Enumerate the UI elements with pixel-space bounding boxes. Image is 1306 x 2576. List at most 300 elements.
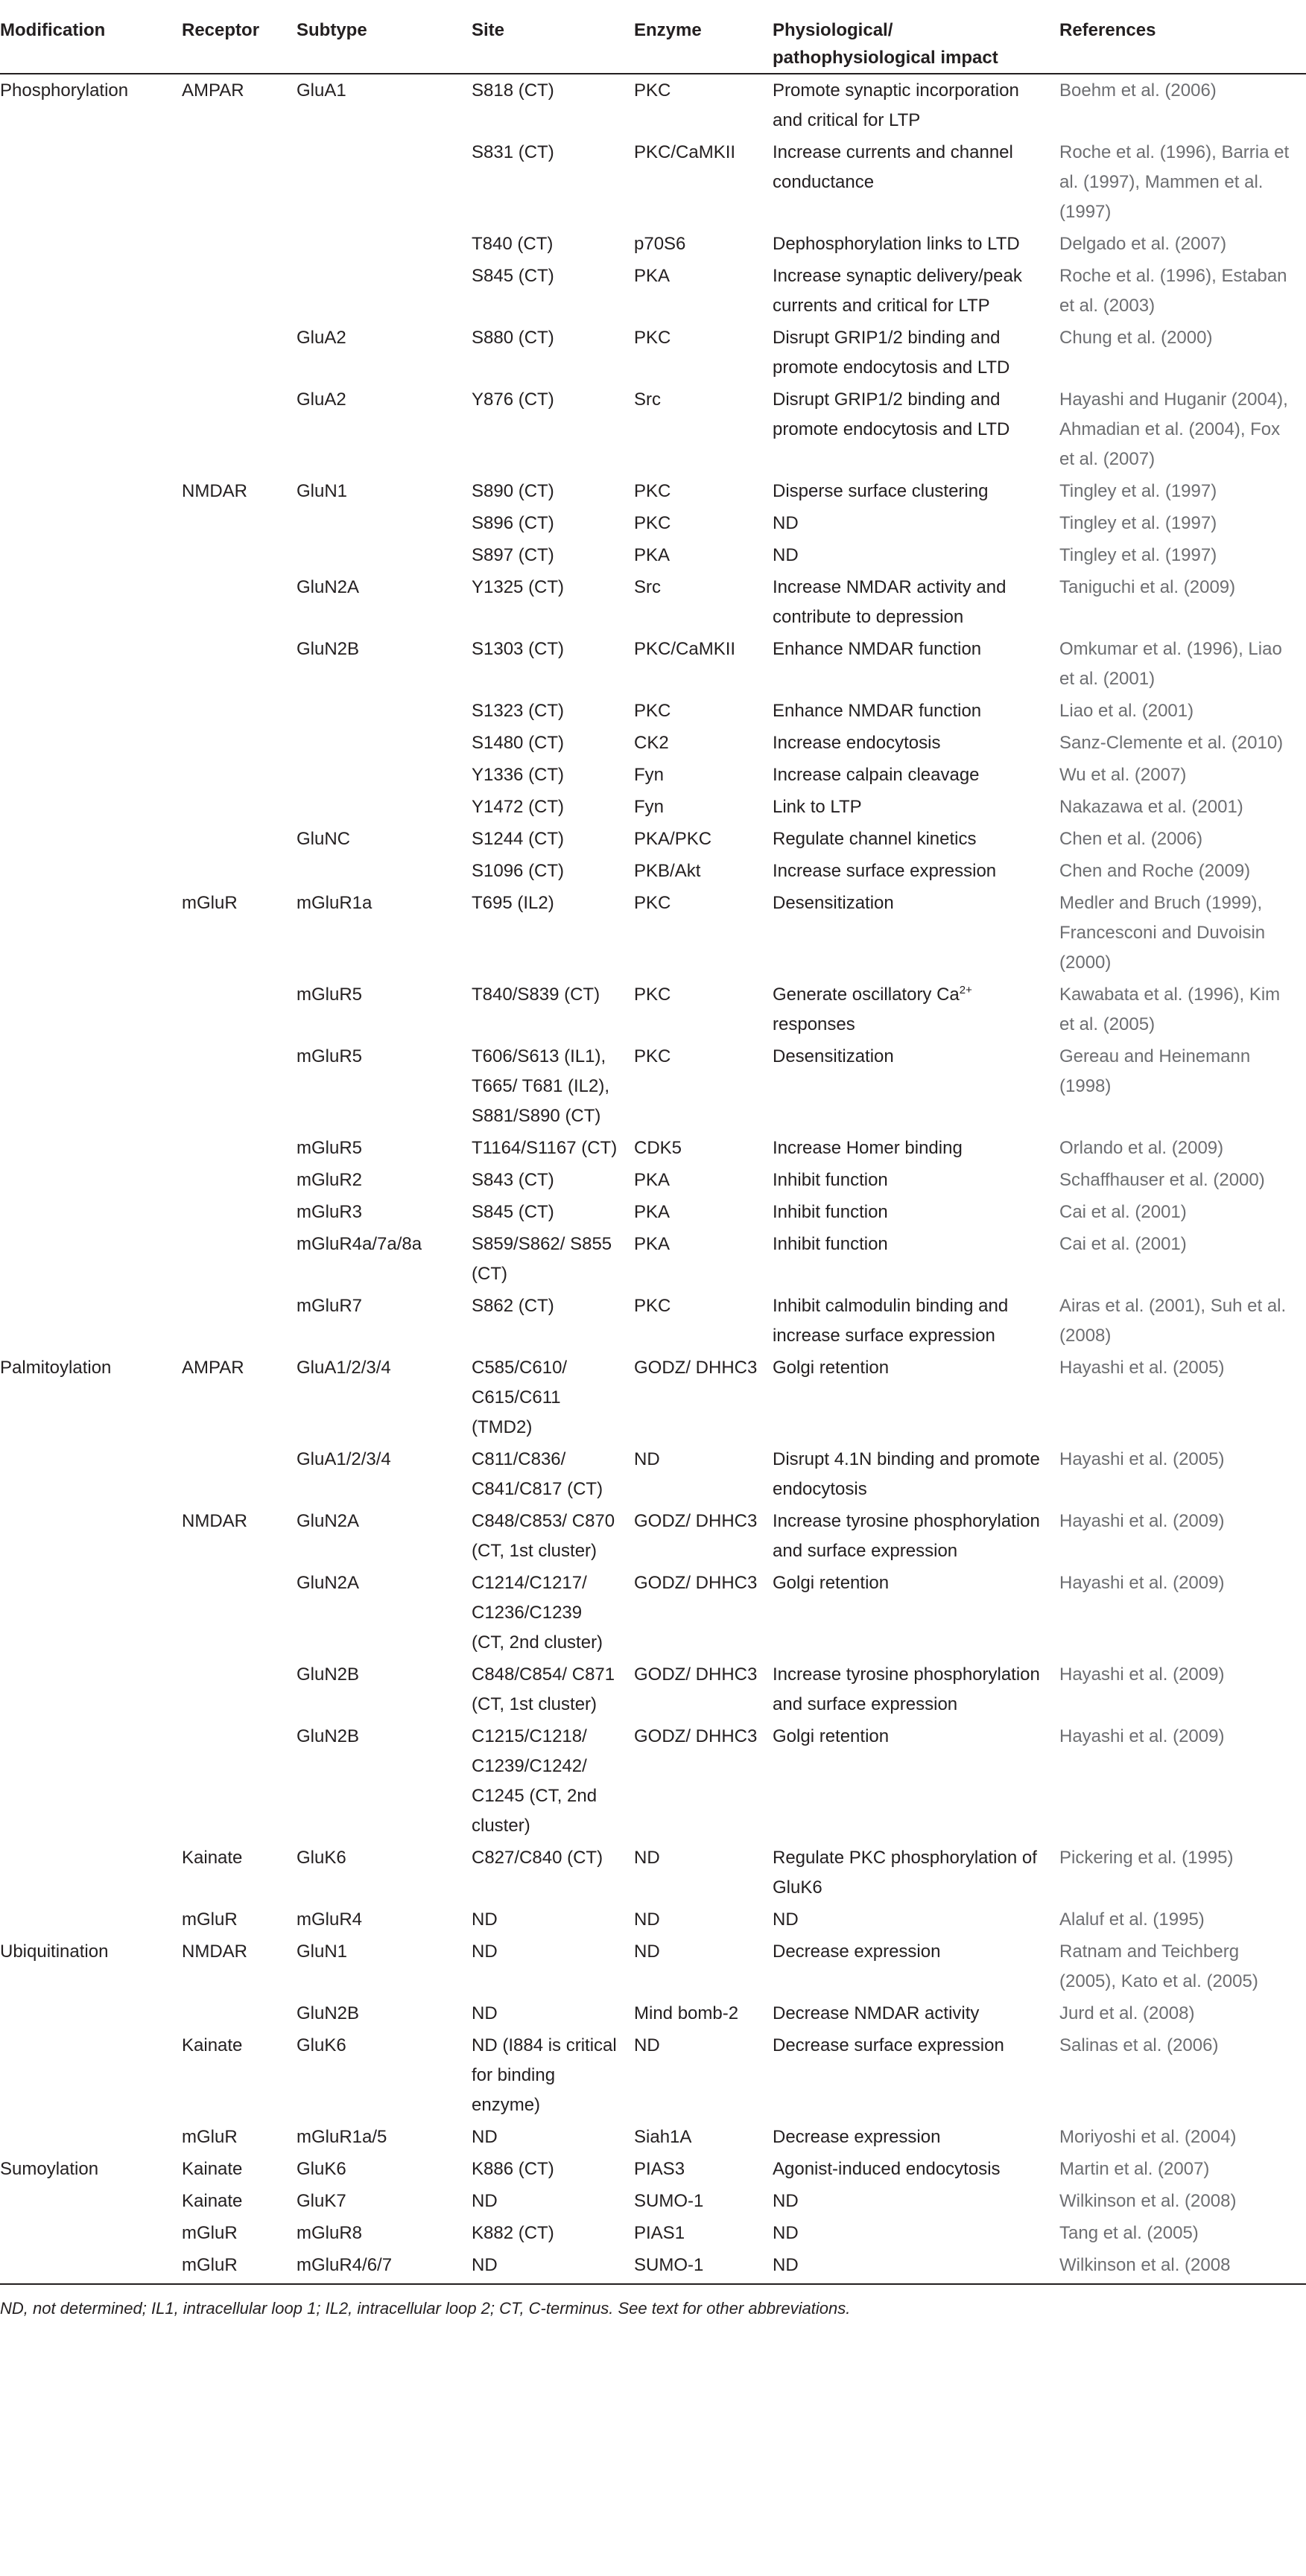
cell-reference: Delgado et al. (2007) (1059, 234, 1227, 254)
cell-modification (0, 759, 174, 791)
cell-enzyme: Src (634, 389, 661, 410)
cell-site: S843 (CT) (472, 1170, 554, 1190)
cell-site: Y1336 (CT) (472, 765, 565, 785)
cell-modification (0, 823, 174, 855)
cell-impact: Golgi retention (773, 1358, 890, 1378)
cell-enzyme: PKC (634, 893, 671, 913)
cell-enzyme: PKA (634, 545, 671, 565)
cell-modification (0, 1196, 174, 1228)
cell-receptor (174, 322, 289, 384)
cell-modification: Ubiquitination (0, 1941, 109, 1962)
cell-receptor (174, 1040, 289, 1132)
cell-receptor (174, 384, 289, 475)
cell-reference: Martin et al. (2007) (1059, 2159, 1210, 2179)
cell-enzyme: GODZ/ DHHC3 (634, 1664, 758, 1685)
table-header (0, 0, 1306, 74)
cell-impact: Enhance NMDAR function (773, 639, 982, 659)
cell-modification (0, 475, 174, 507)
cell-modification (0, 727, 174, 759)
cell-receptor: mGluR (182, 2255, 238, 2275)
cell-reference: Tingley et al. (1997) (1059, 481, 1217, 501)
cell-reference: Tang et al. (2005) (1059, 2223, 1199, 2243)
cell-reference: Pickering et al. (1995) (1059, 1848, 1234, 1868)
cell-receptor (174, 823, 289, 855)
table-row (0, 2153, 1306, 2185)
cell-modification (0, 1720, 174, 1842)
cell-receptor (174, 791, 289, 823)
cell-impact: Inhibit function (773, 1234, 888, 1254)
cell-enzyme: PKC (634, 513, 671, 533)
cell-site: K886 (CT) (472, 2159, 554, 2179)
cell-receptor (174, 1228, 289, 1290)
cell-subtype: GluN1 (297, 481, 348, 501)
cell-site: S859/S862/ S855 (CT) (472, 1234, 612, 1284)
cell-modification (0, 2217, 174, 2249)
cell-enzyme: Fyn (634, 765, 665, 785)
cell-site: T840/S839 (CT) (472, 985, 600, 1005)
cell-subtype: GluN2A (297, 1511, 360, 1531)
cell-modification (0, 2121, 174, 2153)
cell-reference: Wilkinson et al. (2008 (1059, 2255, 1231, 2275)
cell-subtype: mGluR4/6/7 (297, 2255, 393, 2275)
table-body (0, 74, 1306, 2283)
cell-site: ND (I884 is critical for binding enzyme) (472, 2035, 617, 2115)
cell-receptor (174, 1164, 289, 1196)
cell-reference: Hayashi et al. (2005) (1059, 1449, 1225, 1469)
cell-modification: Phosphorylation (0, 80, 129, 101)
cell-modification (0, 1040, 174, 1132)
cell-site: C811/C836/ C841/C817 (CT) (472, 1449, 603, 1499)
cell-subtype (289, 507, 464, 539)
cell-site: T840 (CT) (472, 234, 554, 254)
cell-enzyme: GODZ/ DHHC3 (634, 1726, 758, 1746)
cell-enzyme: ND (634, 1909, 660, 1930)
cell-site: S897 (CT) (472, 545, 554, 565)
table-row (0, 74, 1306, 136)
cell-impact: Agonist-induced endocytosis (773, 2159, 1001, 2179)
cell-subtype: GluNC (297, 829, 351, 849)
cell-enzyme: PKC (634, 1046, 671, 1066)
cell-impact: Disrupt 4.1N binding and promote endocytosis (773, 1449, 1040, 1499)
cell-enzyme: Fyn (634, 797, 665, 817)
cell-enzyme: PKA (634, 1234, 671, 1254)
cell-subtype: GluK6 (297, 1848, 346, 1868)
cell-impact: Increase calpain cleavage (773, 765, 980, 785)
table-row (0, 855, 1306, 887)
cell-subtype: mGluR7 (297, 1296, 363, 1316)
cell-reference: Hayashi et al. (2009) (1059, 1573, 1225, 1593)
cell-receptor (174, 1443, 289, 1505)
table-row (0, 228, 1306, 260)
cell-modification: Palmitoylation (0, 1358, 112, 1378)
table-row (0, 1228, 1306, 1290)
cell-receptor (174, 1290, 289, 1352)
header-receptor: Receptor (174, 0, 289, 74)
cell-enzyme: Siah1A (634, 2127, 692, 2147)
cell-impact: Disrupt GRIP1/2 binding and promote endocytosis and LTD (773, 328, 1010, 378)
cell-subtype (289, 228, 464, 260)
cell-site: C827/C840 (CT) (472, 1848, 603, 1868)
cell-subtype: GluN2B (297, 1726, 360, 1746)
table-row (0, 791, 1306, 823)
cell-site: S831 (CT) (472, 142, 554, 162)
cell-enzyme: ND (634, 1449, 660, 1469)
cell-subtype: GluK6 (297, 2159, 346, 2179)
cell-receptor (174, 539, 289, 571)
cell-impact: Increase endocytosis (773, 733, 941, 753)
cell-reference: Gereau and Heinemann (1998) (1059, 1046, 1251, 1096)
cell-subtype: GluA1 (297, 80, 346, 101)
cell-modification (0, 1567, 174, 1659)
cell-receptor (174, 1567, 289, 1659)
cell-reference: Chen and Roche (2009) (1059, 861, 1251, 881)
table-row (0, 1936, 1306, 1997)
cell-receptor: mGluR (182, 2127, 238, 2147)
cell-site: S862 (CT) (472, 1296, 554, 1316)
table-row (0, 1196, 1306, 1228)
table-row (0, 1567, 1306, 1659)
cell-receptor: AMPAR (182, 1358, 244, 1378)
cell-enzyme: ND (634, 1848, 660, 1868)
table-row (0, 260, 1306, 322)
cell-site: S1244 (CT) (472, 829, 565, 849)
cell-subtype: GluN2A (297, 577, 360, 597)
cell-enzyme: PIAS1 (634, 2223, 685, 2243)
cell-impact: Generate oscillatory $Ca^{2+}$ responses (773, 984, 972, 1034)
cell-reference: Taniguchi et al. (2009) (1059, 577, 1236, 597)
cell-impact: Increase tyrosine phosphorylation and surface expression (773, 1664, 1040, 1714)
cell-enzyme: CK2 (634, 733, 669, 753)
cell-impact: Link to LTP (773, 797, 862, 817)
cell-reference: Alaluf et al. (1995) (1059, 1909, 1205, 1930)
cell-enzyme: CDK5 (634, 1138, 682, 1158)
table-row (0, 571, 1306, 633)
cell-receptor (174, 136, 289, 228)
cell-modification: Sumoylation (0, 2159, 99, 2179)
cell-subtype (289, 260, 464, 322)
cell-subtype: mGluR4a/7a/8a (297, 1234, 422, 1254)
cell-enzyme: PKC (634, 481, 671, 501)
cell-enzyme: PKC (634, 985, 671, 1005)
cell-site: Y1472 (CT) (472, 797, 565, 817)
cell-subtype: GluN2B (297, 1664, 360, 1685)
table-row (0, 979, 1306, 1040)
header-subtype: Subtype (289, 0, 464, 74)
cell-impact: Disrupt GRIP1/2 binding and promote endocytosis and LTD (773, 389, 1010, 439)
cell-reference: Tingley et al. (1997) (1059, 513, 1217, 533)
cell-receptor (174, 759, 289, 791)
cell-enzyme: p70S6 (634, 234, 686, 254)
cell-modification (0, 1290, 174, 1352)
cell-modification (0, 136, 174, 228)
header-enzyme: Enzyme (627, 0, 765, 74)
cell-modification (0, 228, 174, 260)
cell-reference: Boehm et al. (2006) (1059, 80, 1217, 101)
cell-subtype: GluA2 (297, 328, 346, 348)
cell-receptor (174, 507, 289, 539)
cell-impact: Increase Homer binding (773, 1138, 963, 1158)
table-row (0, 727, 1306, 759)
header-impact: Physiological/ pathophysiological impact (765, 0, 1052, 74)
table-row (0, 1505, 1306, 1567)
cell-receptor (174, 979, 289, 1040)
cell-subtype: GluK7 (297, 2191, 346, 2211)
cell-impact: Desensitization (773, 893, 894, 913)
cell-site: S845 (CT) (472, 1202, 554, 1222)
cell-impact: ND (773, 2223, 799, 2243)
cell-site: C848/C853/ C870 (CT, 1st cluster) (472, 1511, 615, 1561)
header-references: References (1052, 0, 1306, 74)
cell-enzyme: GODZ/ DHHC3 (634, 1358, 758, 1378)
cell-subtype (289, 539, 464, 571)
cell-reference: Hayashi et al. (2009) (1059, 1726, 1225, 1746)
cell-impact: Inhibit function (773, 1170, 888, 1190)
cell-impact: Inhibit calmodulin binding and increase surface expression (773, 1296, 1009, 1346)
cell-receptor: Kainate (182, 1848, 243, 1868)
cell-modification (0, 1842, 174, 1904)
cell-impact: Regulate channel kinetics (773, 829, 977, 849)
cell-reference: Sanz-Clemente et al. (2010) (1059, 733, 1284, 753)
cell-receptor (174, 633, 289, 695)
cell-enzyme: Src (634, 577, 661, 597)
cell-receptor (174, 1997, 289, 2029)
cell-reference: Omkumar et al. (1996), Liao et al. (2001) (1059, 639, 1282, 689)
table-row (0, 475, 1306, 507)
table-row (0, 633, 1306, 695)
cell-impact: Decrease expression (773, 1941, 941, 1962)
table-footnote: ND, not determined; IL1, intracellular loop 1; IL2, intracellular loop 2; CT, C-terminus. See text for other abbreviations. (0, 2299, 851, 2318)
cell-enzyme: PKC/CaMKII (634, 639, 736, 659)
cell-impact: ND (773, 2255, 799, 2275)
cell-impact: ND (773, 513, 799, 533)
cell-site: S1303 (CT) (472, 639, 565, 659)
cell-receptor: NMDAR (182, 1941, 247, 1962)
table-row (0, 1164, 1306, 1196)
cell-site: Y876 (CT) (472, 389, 554, 410)
cell-receptor (174, 1659, 289, 1720)
table-row (0, 1132, 1306, 1164)
table-row (0, 887, 1306, 979)
cell-receptor: Kainate (182, 2159, 243, 2179)
cell-subtype: mGluR1a (297, 893, 373, 913)
cell-subtype: GluN2B (297, 639, 360, 659)
cell-enzyme: PIAS3 (634, 2159, 685, 2179)
cell-impact: Increase surface expression (773, 861, 997, 881)
cell-enzyme: PKB/Akt (634, 861, 701, 881)
cell-modification (0, 322, 174, 384)
cell-site: ND (472, 1941, 498, 1962)
cell-site: T695 (IL2) (472, 893, 554, 913)
cell-modification (0, 1132, 174, 1164)
cell-subtype: GluN2B (297, 2003, 360, 2023)
cell-enzyme: PKC (634, 80, 671, 101)
cell-modification (0, 2185, 174, 2217)
cell-modification (0, 1997, 174, 2029)
cell-subtype: mGluR5 (297, 1138, 363, 1158)
cell-reference: Hayashi et al. (2009) (1059, 1664, 1225, 1685)
cell-subtype: GluA1/2/3/4 (297, 1449, 391, 1469)
table-row (0, 1443, 1306, 1505)
cell-receptor: AMPAR (182, 80, 244, 101)
table-row (0, 759, 1306, 791)
cell-enzyme: ND (634, 1941, 660, 1962)
cell-reference: Tingley et al. (1997) (1059, 545, 1217, 565)
cell-receptor: NMDAR (182, 1511, 247, 1531)
cell-reference: Medler and Bruch (1999), Francesconi and Duvoisin (2000) (1059, 893, 1266, 973)
table-row (0, 2185, 1306, 2217)
cell-receptor (174, 1720, 289, 1842)
cell-enzyme: Mind bomb-2 (634, 2003, 739, 2023)
cell-modification (0, 887, 174, 979)
cell-reference: Chen et al. (2006) (1059, 829, 1203, 849)
cell-receptor: mGluR (182, 2223, 238, 2243)
cell-reference: Orlando et al. (2009) (1059, 1138, 1224, 1158)
cell-modification (0, 1659, 174, 1720)
cell-site: S1480 (CT) (472, 733, 565, 753)
cell-site: S818 (CT) (472, 80, 554, 101)
cell-modification (0, 1505, 174, 1567)
cell-enzyme: GODZ/ DHHC3 (634, 1511, 758, 1531)
cell-reference: Jurd et al. (2008) (1059, 2003, 1195, 2023)
cell-impact: Decrease NMDAR activity (773, 2003, 980, 2023)
cell-site: S896 (CT) (472, 513, 554, 533)
cell-enzyme: PKA (634, 266, 671, 286)
table-row (0, 1659, 1306, 1720)
cell-modification (0, 855, 174, 887)
table-row (0, 384, 1306, 475)
cell-reference: Chung et al. (2000) (1059, 328, 1213, 348)
cell-subtype: mGluR5 (297, 1046, 363, 1066)
table-row (0, 2249, 1306, 2283)
cell-reference: Liao et al. (2001) (1059, 701, 1194, 721)
cell-modification (0, 260, 174, 322)
cell-enzyme: PKC (634, 1296, 671, 1316)
cell-site: S1096 (CT) (472, 861, 565, 881)
table-row (0, 507, 1306, 539)
cell-reference: Salinas et al. (2006) (1059, 2035, 1219, 2055)
cell-subtype (289, 727, 464, 759)
cell-impact: Enhance NMDAR function (773, 701, 982, 721)
cell-site: ND (472, 2003, 498, 2023)
table-row (0, 2121, 1306, 2153)
cell-site: S890 (CT) (472, 481, 554, 501)
cell-site: K882 (CT) (472, 2223, 554, 2243)
cell-receptor (174, 260, 289, 322)
table-row (0, 823, 1306, 855)
cell-subtype (289, 695, 464, 727)
cell-reference: Moriyoshi et al. (2004) (1059, 2127, 1237, 2147)
table-row (0, 322, 1306, 384)
header-site: Site (464, 0, 627, 74)
cell-subtype: mGluR4 (297, 1909, 363, 1930)
cell-site: ND (472, 1909, 498, 1930)
cell-receptor: Kainate (182, 2035, 243, 2055)
cell-site: S1323 (CT) (472, 701, 565, 721)
cell-receptor (174, 695, 289, 727)
cell-subtype: mGluR5 (297, 985, 363, 1005)
cell-reference: Wilkinson et al. (2008) (1059, 2191, 1237, 2211)
cell-site: C585/C610/ C615/C611 (TMD2) (472, 1358, 568, 1437)
cell-modification (0, 2249, 174, 2283)
cell-receptor: mGluR (182, 1909, 238, 1930)
table-row (0, 1290, 1306, 1352)
cell-impact: ND (773, 545, 799, 565)
cell-impact: Regulate PKC phosphorylation of GluK6 (773, 1848, 1037, 1898)
cell-impact: Golgi retention (773, 1573, 890, 1593)
cell-site: ND (472, 2255, 498, 2275)
cell-modification (0, 695, 174, 727)
cell-subtype: mGluR1a/5 (297, 2127, 387, 2147)
cell-reference: Schaffhauser et al. (2000) (1059, 1170, 1265, 1190)
cell-impact: Decrease expression (773, 2127, 941, 2147)
cell-enzyme: SUMO-1 (634, 2191, 704, 2211)
cell-modification (0, 384, 174, 475)
cell-subtype: mGluR8 (297, 2223, 363, 2243)
table-row (0, 1997, 1306, 2029)
cell-receptor (174, 1132, 289, 1164)
cell-impact: Desensitization (773, 1046, 894, 1066)
cell-site: ND (472, 2127, 498, 2147)
cell-receptor (174, 855, 289, 887)
table-row (0, 1720, 1306, 1842)
cell-subtype: GluN1 (297, 1941, 348, 1962)
cell-modification (0, 633, 174, 695)
cell-reference: Hayashi et al. (2005) (1059, 1358, 1225, 1378)
cell-enzyme: SUMO-1 (634, 2255, 704, 2275)
cell-impact: ND (773, 2191, 799, 2211)
cell-enzyme: PKC (634, 701, 671, 721)
cell-subtype (289, 855, 464, 887)
cell-reference: Airas et al. (2001), Suh et al. (2008) (1059, 1296, 1287, 1346)
cell-modification (0, 571, 174, 633)
cell-receptor (174, 228, 289, 260)
cell-enzyme: PKA (634, 1202, 671, 1222)
table-row (0, 1040, 1306, 1132)
cell-reference: Roche et al. (1996), Barria et al. (1997), Mammen et al. (1997) (1059, 142, 1290, 222)
cell-impact: Increase synaptic delivery/peak currents and critical for LTP (773, 266, 1022, 316)
cell-modification (0, 1443, 174, 1505)
cell-impact: Decrease surface expression (773, 2035, 1004, 2055)
cell-receptor: mGluR (182, 893, 238, 913)
cell-impact: Increase currents and channel conductance (773, 142, 1013, 192)
cell-reference: Wu et al. (2007) (1059, 765, 1187, 785)
table-row (0, 539, 1306, 571)
cell-site: S845 (CT) (472, 266, 554, 286)
cell-subtype (289, 791, 464, 823)
cell-modification (0, 2029, 174, 2121)
cell-site: Y1325 (CT) (472, 577, 565, 597)
cell-reference: Cai et al. (2001) (1059, 1234, 1187, 1254)
cell-enzyme: PKA (634, 1170, 671, 1190)
cell-reference: Nakazawa et al. (2001) (1059, 797, 1243, 817)
cell-subtype (289, 759, 464, 791)
cell-impact: Increase tyrosine phosphorylation and surface expression (773, 1511, 1040, 1561)
cell-site: T606/S613 (IL1), T665/ T681 (IL2), S881/S890 (CT) (472, 1046, 609, 1126)
cell-modification (0, 979, 174, 1040)
cell-subtype (289, 136, 464, 228)
cell-subtype: mGluR3 (297, 1202, 363, 1222)
cell-receptor (174, 1196, 289, 1228)
cell-reference: Ratnam and Teichberg (2005), Kato et al. (2005) (1059, 1941, 1258, 1991)
cell-receptor: Kainate (182, 2191, 243, 2211)
cell-modification (0, 791, 174, 823)
cell-reference: Cai et al. (2001) (1059, 1202, 1187, 1222)
cell-enzyme: PKC/CaMKII (634, 142, 736, 162)
cell-impact: Disperse surface clustering (773, 481, 989, 501)
cell-subtype: mGluR2 (297, 1170, 363, 1190)
cell-modification (0, 1228, 174, 1290)
cell-impact: Inhibit function (773, 1202, 888, 1222)
